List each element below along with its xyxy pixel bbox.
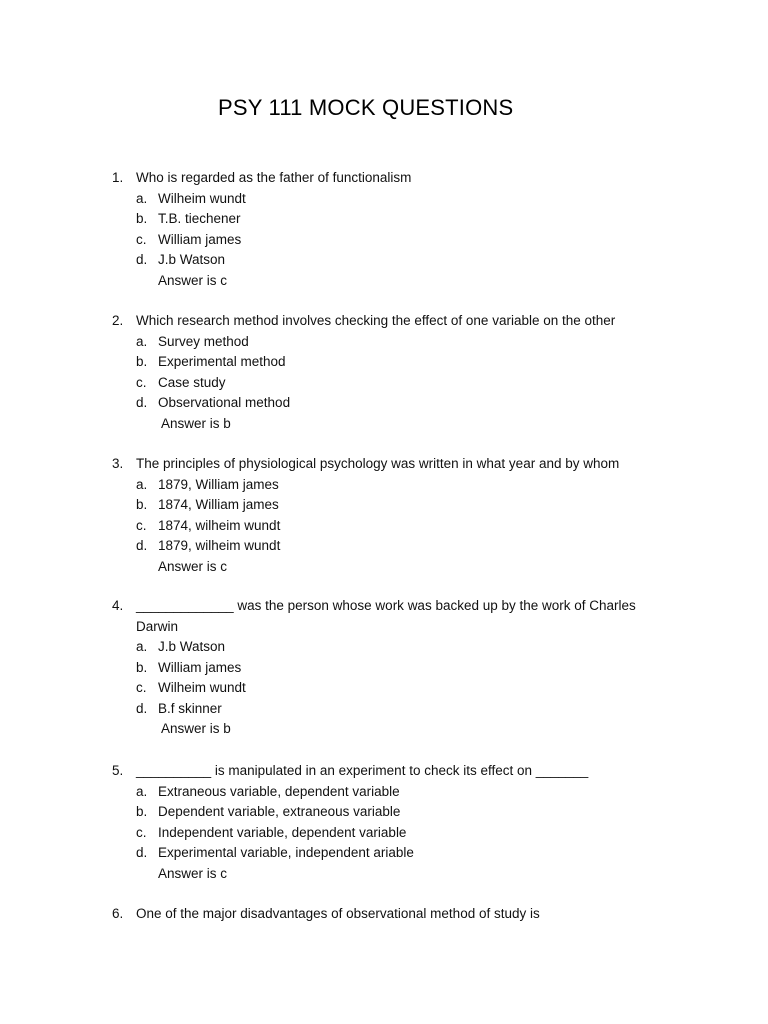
option-text: Survey method <box>158 333 249 349</box>
option-letter: c. <box>136 517 147 533</box>
option-letter: d. <box>136 538 148 553</box>
question-number: 3. <box>112 456 124 471</box>
question-text: One of the major disadvantages of observational method of study is <box>136 906 540 921</box>
option-letter: a. <box>136 783 148 799</box>
option-text: J.b Watson <box>158 252 226 267</box>
question-number: 2. <box>112 313 124 328</box>
option-d <box>0 393 768 414</box>
option-text: Extraneous variable, dependent variable <box>158 783 400 799</box>
option-d <box>0 536 768 557</box>
question-3 <box>0 454 768 577</box>
option-letter: c. <box>136 374 147 390</box>
option-d <box>0 843 768 864</box>
option-letter: c. <box>136 824 147 840</box>
option-text: B.f skinner <box>158 700 222 716</box>
option-text: 1874, William james <box>158 497 279 512</box>
question-5 <box>0 761 768 884</box>
option-letter: a. <box>136 190 148 206</box>
option-text: Dependent variable, extraneous variable <box>158 804 401 819</box>
option-letter: d. <box>136 845 148 860</box>
question-2 <box>0 311 768 434</box>
option-text: J.b Watson <box>158 639 226 654</box>
option-letter: b. <box>136 659 148 675</box>
option-text: T.B. tiechener <box>158 211 241 226</box>
option-a <box>0 475 768 496</box>
option-letter: d. <box>136 700 148 716</box>
option-text: William james <box>158 659 242 675</box>
question-text: _____________ was the person whose work was backed up by the work of Charles Darwin <box>136 598 636 634</box>
option-text: Experimental variable, independent ariable <box>158 845 414 860</box>
option-d <box>0 250 768 271</box>
option-letter: b. <box>136 497 148 512</box>
option-text: Independent variable, dependent variable <box>158 824 407 840</box>
option-text: 1879, wilheim wundt <box>158 538 281 553</box>
option-c <box>0 823 768 844</box>
option-text: Experimental method <box>158 354 286 369</box>
option-text: 1874, wilheim wundt <box>158 517 281 533</box>
answer-text: Answer is b <box>161 415 231 431</box>
option-a <box>0 782 768 803</box>
question-text: Who is regarded as the father of functionalism <box>136 170 412 185</box>
option-a <box>0 332 768 353</box>
option-c <box>0 516 768 537</box>
question-1 <box>0 168 768 291</box>
question-text: Which research method involves checking the effect of one variable on the other <box>136 313 616 328</box>
option-a <box>0 637 768 658</box>
option-b <box>0 495 768 516</box>
option-letter: b. <box>136 804 148 819</box>
option-text: Wilheim wundt <box>158 680 246 695</box>
question-number: 6. <box>112 906 124 921</box>
option-letter: d. <box>136 252 148 267</box>
option-a <box>0 189 768 210</box>
option-c <box>0 230 768 251</box>
page-title: PSY 111 MOCK QUESTIONS <box>218 95 514 120</box>
option-b <box>0 802 768 823</box>
option-text: Wilheim wundt <box>158 190 246 206</box>
option-b <box>0 209 768 230</box>
question-text: __________ is manipulated in an experiment to check its effect on _______ <box>136 763 589 778</box>
answer-text: Answer is c <box>158 558 228 574</box>
option-letter: a. <box>136 476 148 492</box>
option-c <box>0 678 768 699</box>
option-text: 1879, William james <box>158 476 279 492</box>
option-letter: c. <box>136 231 147 247</box>
question-number: 1. <box>112 170 124 185</box>
option-d <box>0 699 768 720</box>
question-text: The principles of physiological psychology was written in what year and by whom <box>136 456 620 471</box>
option-letter: a. <box>136 333 148 349</box>
option-text: Case study <box>158 374 226 390</box>
option-letter: b. <box>136 211 148 226</box>
question-number: 4. <box>112 598 124 613</box>
question-number: 5. <box>112 763 124 778</box>
option-letter: a. <box>136 639 148 654</box>
option-letter: b. <box>136 354 148 369</box>
answer-text: Answer is c <box>158 272 228 288</box>
option-c <box>0 373 768 394</box>
option-letter: d. <box>136 395 148 410</box>
answer-text: Answer is c <box>158 865 228 881</box>
option-text: William james <box>158 231 242 247</box>
option-b <box>0 352 768 373</box>
option-text: Observational method <box>158 395 291 410</box>
question-4 <box>0 596 768 740</box>
option-letter: c. <box>136 680 147 695</box>
option-b <box>0 658 768 679</box>
question-6 <box>0 904 768 925</box>
answer-text: Answer is b <box>161 721 231 736</box>
